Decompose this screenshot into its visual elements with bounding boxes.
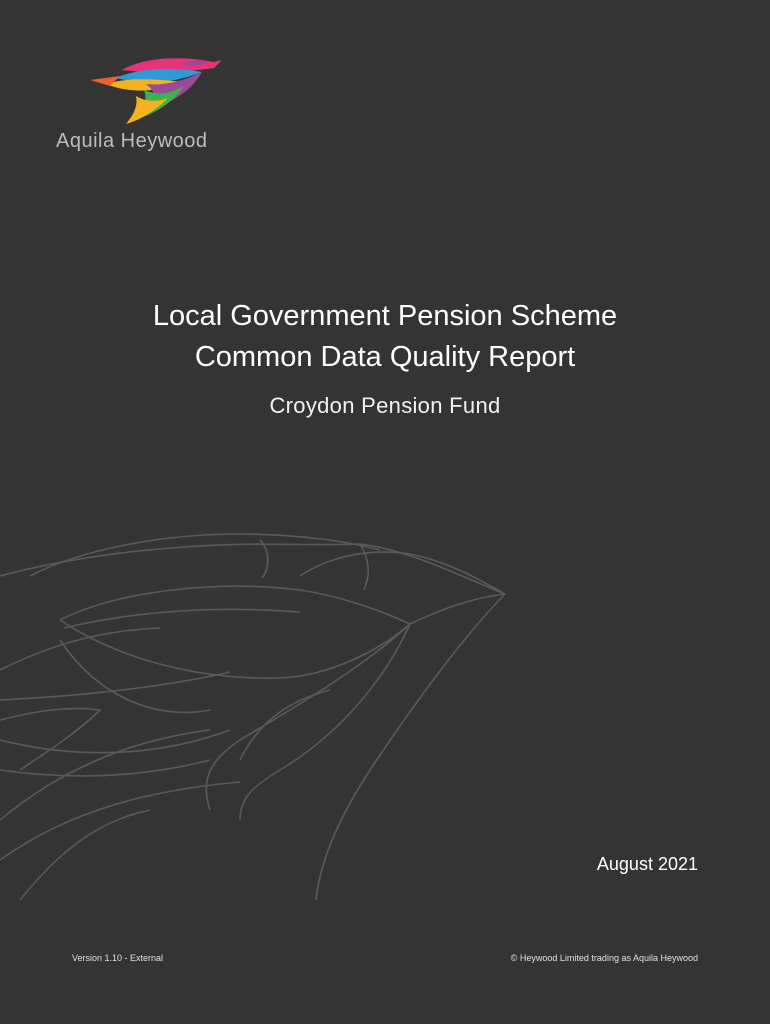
copyright-notice: © Heywood Limited trading as Aquila Heywood [510,953,698,963]
report-subtitle: Croydon Pension Fund [269,393,501,418]
bird-logo-icon [86,50,226,126]
report-title-line-1: Local Government Pension Scheme [152,300,618,332]
brand-logo [56,46,256,156]
watermark-bird-illustration [0,520,560,900]
brand-name: Aquila Heywood [56,130,208,152]
report-date: August 2021 [596,854,698,874]
version-label: Version 1.10 - External [72,953,164,963]
title-block [0,296,770,420]
report-title-line-2: Common Data Quality Report [194,341,576,373]
